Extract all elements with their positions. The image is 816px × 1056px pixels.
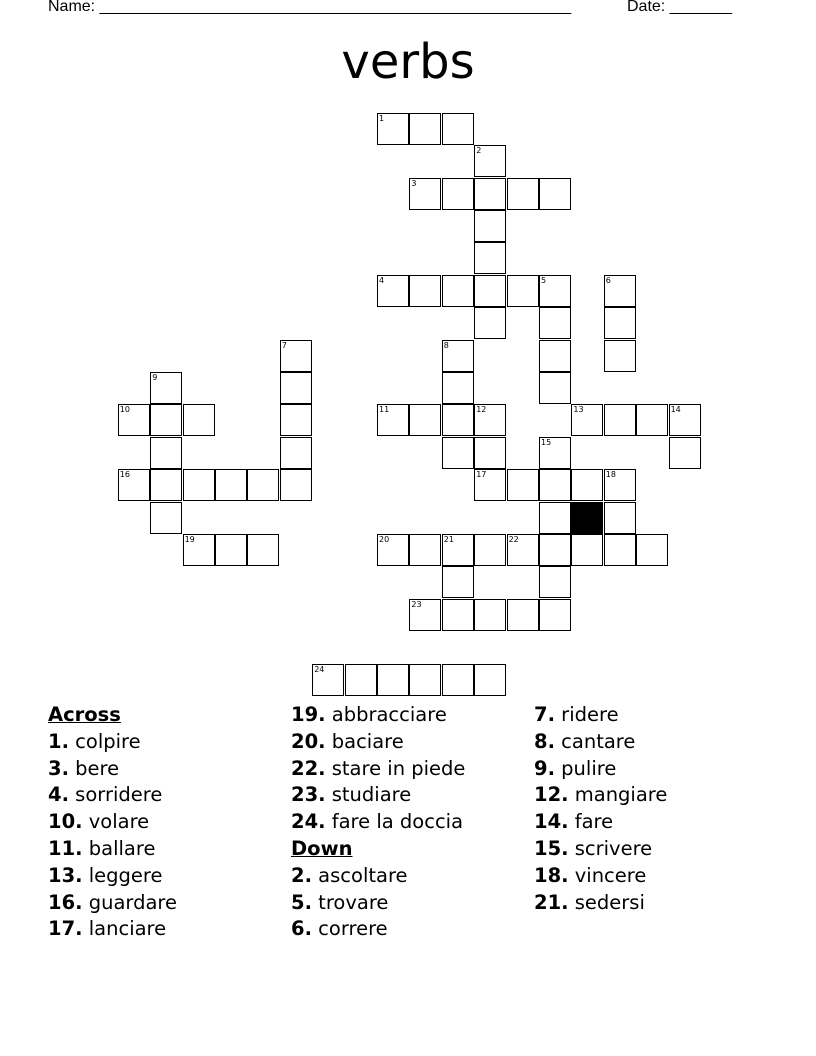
grid-cell[interactable] xyxy=(442,404,474,436)
clue-item xyxy=(291,916,465,943)
clue-text: scrivere xyxy=(568,836,653,860)
cell-number: 12 xyxy=(476,405,487,415)
clue-item xyxy=(534,890,667,917)
grid-cell[interactable] xyxy=(377,664,409,696)
grid-cell[interactable] xyxy=(604,340,636,372)
clue-item xyxy=(48,782,177,809)
grid-cell[interactable] xyxy=(539,307,571,339)
grid-cell[interactable] xyxy=(345,664,377,696)
clue-number: 23. xyxy=(291,783,326,807)
cell-number: 24 xyxy=(314,664,325,674)
cell-number: 5 xyxy=(541,275,547,285)
cell-number: 19 xyxy=(184,534,195,544)
grid-cell[interactable] xyxy=(118,469,150,501)
grid-cell[interactable] xyxy=(604,502,636,534)
clue-text: fare la doccia xyxy=(325,810,464,834)
clue-text: bere xyxy=(68,756,120,780)
grid-cell[interactable] xyxy=(442,534,474,566)
clue-item xyxy=(291,809,465,836)
cell-number: 7 xyxy=(281,340,287,350)
cell-number: 13 xyxy=(573,405,584,415)
grid-cell[interactable] xyxy=(377,113,409,145)
grid-cell[interactable] xyxy=(604,404,636,436)
cell-number: 16 xyxy=(119,470,130,480)
cell-number: 17 xyxy=(476,470,487,480)
grid-cell[interactable] xyxy=(183,469,215,501)
grid-cell[interactable] xyxy=(215,469,247,501)
grid-cell[interactable] xyxy=(312,664,344,696)
grid-cell[interactable] xyxy=(507,534,539,566)
page-title: verbs xyxy=(341,34,475,90)
date-field[interactable]: Date: _______ xyxy=(627,0,732,15)
clue-text: pulire xyxy=(554,756,617,780)
clue-item xyxy=(48,836,177,863)
cell-number: 1 xyxy=(379,113,385,123)
cell-number: 8 xyxy=(443,340,449,350)
grid-cell[interactable] xyxy=(409,178,441,210)
grid-cell[interactable] xyxy=(539,502,571,534)
grid-cell[interactable] xyxy=(539,599,571,631)
clue-number: 4. xyxy=(48,783,69,807)
grid-cell[interactable] xyxy=(636,534,668,566)
grid-cell[interactable] xyxy=(247,534,279,566)
grid-cell[interactable] xyxy=(507,469,539,501)
clue-text: volare xyxy=(82,810,150,834)
grid-cell[interactable] xyxy=(118,404,150,436)
clue-item xyxy=(48,809,177,836)
cell-number: 11 xyxy=(379,405,390,415)
grid-cell[interactable] xyxy=(150,372,182,404)
cell-number: 14 xyxy=(670,405,681,415)
grid-cell[interactable] xyxy=(474,178,506,210)
grid-cell[interactable] xyxy=(280,372,312,404)
grid-cell[interactable] xyxy=(539,275,571,307)
cell-number: 4 xyxy=(379,275,385,285)
clue-item xyxy=(534,809,667,836)
cell-number: 2 xyxy=(476,146,482,156)
clue-item xyxy=(534,782,667,809)
clue-item xyxy=(534,729,667,756)
grid-cell[interactable] xyxy=(409,113,441,145)
grid-cell[interactable] xyxy=(474,469,506,501)
grid-cell[interactable] xyxy=(183,404,215,436)
grid-cell[interactable] xyxy=(409,664,441,696)
cell-number: 21 xyxy=(443,534,454,544)
grid-cell[interactable] xyxy=(474,534,506,566)
clue-number: 9. xyxy=(534,756,555,780)
cell-number: 3 xyxy=(411,178,417,188)
grid-cell[interactable] xyxy=(539,372,571,404)
clue-column-1 xyxy=(48,702,177,943)
cell-number: 9 xyxy=(152,372,158,382)
grid-cell[interactable] xyxy=(474,275,506,307)
grid-cell[interactable] xyxy=(442,599,474,631)
grid-cell[interactable] xyxy=(442,275,474,307)
clue-item xyxy=(48,729,177,756)
clue-number: 12. xyxy=(534,783,569,807)
grid-cell[interactable] xyxy=(280,404,312,436)
grid-cell[interactable] xyxy=(215,534,247,566)
grid-cell[interactable] xyxy=(150,469,182,501)
clue-item xyxy=(48,863,177,890)
grid-cell[interactable] xyxy=(150,437,182,469)
clue-item xyxy=(48,756,177,783)
clue-text: correre xyxy=(311,917,388,941)
grid-cell[interactable] xyxy=(150,502,182,534)
grid-cell[interactable] xyxy=(604,307,636,339)
clue-text: mangiare xyxy=(568,783,668,807)
grid-cell[interactable] xyxy=(474,404,506,436)
grid-cell[interactable] xyxy=(507,599,539,631)
grid-cell[interactable] xyxy=(539,469,571,501)
grid-cell[interactable] xyxy=(604,275,636,307)
clue-number: 24. xyxy=(291,810,326,834)
grid-cell[interactable] xyxy=(377,404,409,436)
grid-cell[interactable] xyxy=(442,372,474,404)
clue-text: lanciare xyxy=(82,917,167,941)
clue-number: 5. xyxy=(291,890,312,914)
grid-cell[interactable] xyxy=(507,178,539,210)
grid-cell[interactable] xyxy=(604,469,636,501)
clue-item xyxy=(534,756,667,783)
grid-cell[interactable] xyxy=(442,113,474,145)
clue-number: 10. xyxy=(48,810,83,834)
clue-text: ridere xyxy=(554,703,619,726)
clue-number: 7. xyxy=(534,703,555,726)
grid-cell[interactable] xyxy=(150,404,182,436)
grid-cell[interactable] xyxy=(474,210,506,242)
name-field[interactable]: Name: _____________________________________________________ xyxy=(48,0,572,15)
grid-cell[interactable] xyxy=(247,469,279,501)
grid-cell[interactable] xyxy=(474,664,506,696)
grid-cell[interactable] xyxy=(636,404,668,436)
clue-column-2 xyxy=(291,702,465,943)
grid-cell[interactable] xyxy=(474,242,506,274)
clue-item xyxy=(291,729,465,756)
grid-cell[interactable] xyxy=(604,534,636,566)
clue-item xyxy=(291,782,465,809)
clue-item xyxy=(534,863,667,890)
clue-number: 16. xyxy=(48,890,83,914)
grid-cell[interactable] xyxy=(409,275,441,307)
clue-text: guardare xyxy=(82,890,178,914)
clue-number: 3. xyxy=(48,756,69,780)
clue-item xyxy=(291,863,465,890)
grid-cell[interactable] xyxy=(377,534,409,566)
clue-text: ascoltare xyxy=(311,863,408,887)
section-heading: Down xyxy=(291,836,353,860)
grid-cell[interactable] xyxy=(539,340,571,372)
cell-number: 10 xyxy=(119,405,130,415)
grid-cell[interactable] xyxy=(183,534,215,566)
clue-text: abbracciare xyxy=(325,703,447,726)
grid-cell[interactable] xyxy=(474,437,506,469)
grid-cell[interactable] xyxy=(442,566,474,598)
clue-item xyxy=(291,702,465,729)
clue-item xyxy=(48,890,177,917)
clue-text: vincere xyxy=(568,863,647,887)
grid-cell[interactable] xyxy=(571,469,603,501)
clue-item xyxy=(291,890,465,917)
grid-cell[interactable] xyxy=(409,534,441,566)
clue-text: baciare xyxy=(325,729,404,753)
grid-cell[interactable] xyxy=(442,340,474,372)
clue-text: colpire xyxy=(68,729,141,753)
clue-text: studiare xyxy=(325,783,412,807)
clue-number: 13. xyxy=(48,863,83,887)
grid-cell[interactable] xyxy=(669,404,701,436)
grid-cell[interactable] xyxy=(474,145,506,177)
clue-number: 17. xyxy=(48,917,83,941)
grid-cell[interactable] xyxy=(539,178,571,210)
grid-cell[interactable] xyxy=(571,534,603,566)
grid-cell[interactable] xyxy=(409,404,441,436)
cell-number: 22 xyxy=(508,534,519,544)
cell-number: 20 xyxy=(379,534,390,544)
section-heading: Across xyxy=(48,703,121,726)
grid-cell[interactable] xyxy=(442,437,474,469)
clue-text: ballare xyxy=(82,836,156,860)
grid-cell[interactable] xyxy=(539,437,571,469)
grid-cell[interactable] xyxy=(669,437,701,469)
clue-number: 22. xyxy=(291,756,326,780)
clue-item xyxy=(534,702,667,729)
clue-text: stare in piede xyxy=(325,756,466,780)
clue-text: trovare xyxy=(311,890,389,914)
clue-number: 14. xyxy=(534,810,569,834)
cell-number: 6 xyxy=(605,275,611,285)
clue-number: 21. xyxy=(534,890,569,914)
grid-cell[interactable] xyxy=(442,178,474,210)
clue-item xyxy=(48,916,177,943)
clue-text: cantare xyxy=(554,729,636,753)
clue-text: leggere xyxy=(82,863,163,887)
cell-number: 23 xyxy=(411,599,422,609)
clue-number: 15. xyxy=(534,836,569,860)
grid-cell[interactable] xyxy=(377,275,409,307)
grid-cell[interactable] xyxy=(474,307,506,339)
cell-number: 15 xyxy=(541,437,552,447)
clue-number: 11. xyxy=(48,836,83,860)
clue-number: 8. xyxy=(534,729,555,753)
grid-cell[interactable] xyxy=(442,664,474,696)
clue-number: 20. xyxy=(291,729,326,753)
grid-cell[interactable] xyxy=(409,599,441,631)
clue-item xyxy=(291,756,465,783)
clue-number: 6. xyxy=(291,917,312,941)
clue-number: 18. xyxy=(534,863,569,887)
grid-cell[interactable] xyxy=(571,404,603,436)
grid-cell[interactable] xyxy=(539,534,571,566)
clue-item xyxy=(534,836,667,863)
black-cell xyxy=(571,502,603,534)
grid-cell[interactable] xyxy=(539,566,571,598)
clue-text: sorridere xyxy=(68,783,163,807)
clue-text: sedersi xyxy=(568,890,645,914)
grid-cell[interactable] xyxy=(280,340,312,372)
grid-cell[interactable] xyxy=(474,599,506,631)
clue-number: 19. xyxy=(291,703,326,726)
grid-cell[interactable] xyxy=(280,437,312,469)
clue-column-3 xyxy=(534,702,667,916)
clue-number: 2. xyxy=(291,863,312,887)
cell-number: 18 xyxy=(605,470,616,480)
clue-number: 1. xyxy=(48,729,69,753)
grid-cell[interactable] xyxy=(280,469,312,501)
grid-cell[interactable] xyxy=(507,275,539,307)
clue-text: fare xyxy=(568,810,614,834)
